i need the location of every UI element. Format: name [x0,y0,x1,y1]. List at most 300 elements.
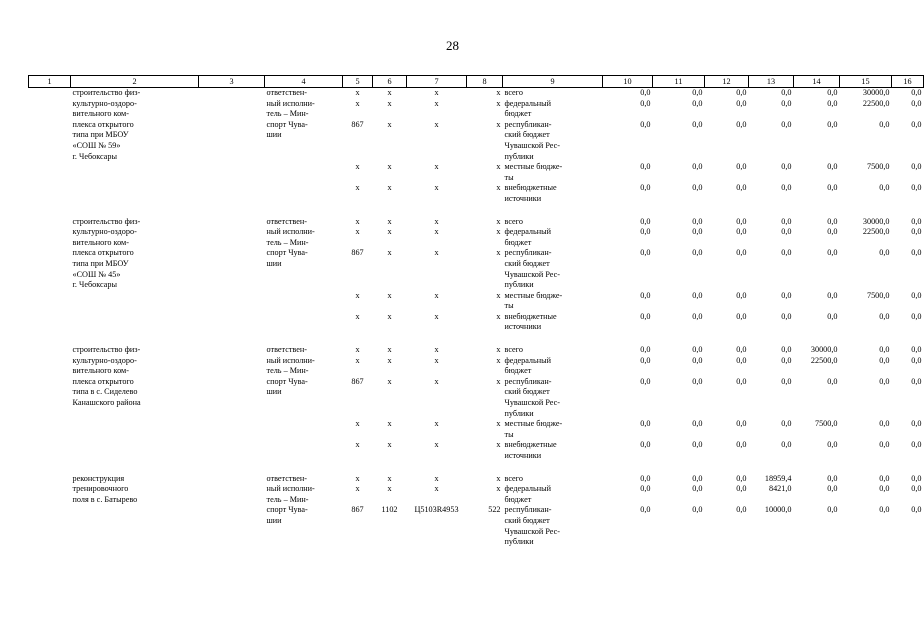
section-code: x [387,216,392,226]
cell-col-1 [29,88,71,205]
section-code: x [387,88,392,97]
expense-type-code: x [496,345,501,355]
text-line: всего [504,473,523,483]
amount-cell: 0,0 [692,473,703,483]
text-line: спорт Чува- [266,119,308,129]
amount-cell: 0,0 [640,183,651,193]
text-line: бюджет [504,109,532,119]
text-line: ский бюджет [504,515,550,525]
text-line: всего [504,216,523,226]
amount-cell: 0,0 [640,440,651,450]
amount-cell: 0,0 [781,227,792,237]
text-line: типа при МБОУ [72,258,129,268]
target-article-code: x [434,484,439,494]
text-line: ный исполни- [266,98,315,108]
text-line: местные бюдже- [504,419,563,429]
text-line: плекса открытого [72,119,134,129]
amount-cell: 0,0 [692,248,703,258]
amount-cell: 0,0 [640,345,651,355]
amount-cell: 0,0 [736,484,747,494]
expense-type-code: x [496,355,501,365]
table-row [29,345,924,356]
amount-cell: 0,0 [827,248,838,258]
section-code: x [387,345,392,355]
amount-cell: 0,0 [911,345,922,355]
section-code: x [387,376,392,386]
text-line: тель – Мин- [266,109,309,119]
expense-type-code: x [496,248,501,258]
amount-cell: 0,0 [736,290,747,300]
col-header: 2 [71,76,199,88]
amount-cell: 0,0 [911,440,922,450]
event-title [71,88,199,205]
amount-cell: 0,0 [827,227,838,237]
amount-cell: 0,0 [911,248,922,258]
amount-cell: 22500,0 [862,227,890,237]
expense-type-code: x [496,484,501,494]
text-line: Канашского района [72,398,141,408]
event-title [71,217,199,334]
text-line: строительство физ- [72,345,141,355]
target-article-code: x [434,473,439,483]
text-line: строительство физ- [72,216,141,226]
col-header: 5 [343,76,373,88]
grbs-code: x [355,345,360,355]
amount-cell: 0,0 [911,98,922,108]
funding-source [503,248,603,290]
amount-cell: 0,0 [692,419,703,429]
amount-cell: 0,0 [827,162,838,172]
text-line: «СОШ № 45» [72,269,121,279]
amount-cell: 0,0 [827,290,838,300]
page-number: 28 [446,38,459,53]
col-header: 16 [892,76,924,88]
amount-cell: 0,0 [781,290,792,300]
text-line: республикан- [504,119,552,129]
expense-type-code: x [496,227,501,237]
expense-type-code: x [496,216,501,226]
funding-source [503,183,603,204]
executor [265,217,343,334]
text-line: источники [504,322,542,332]
text-line: республикан- [504,505,552,515]
amount-cell: 0,0 [781,88,792,97]
amount-cell: 0,0 [640,505,651,515]
text-line: внебюджетные [504,311,557,321]
amount-cell: 0,0 [879,376,890,386]
text-line: шии [266,258,282,268]
expense-type-code: x [496,419,501,429]
text-line: г. Чебоксары [72,280,117,290]
amount-cell: 0,0 [879,119,890,129]
amount-cell: 0,0 [736,162,747,172]
amount-cell: 0,0 [736,216,747,226]
text-line: тель – Мин- [266,494,309,504]
col-header: 7 [407,76,467,88]
target-article-code: Ц5103R4953 [414,505,459,515]
amount-cell: 0,0 [736,98,747,108]
col-header: 15 [840,76,892,88]
section-code: x [387,440,392,450]
text-line: федеральный [504,484,552,494]
amount-cell: 0,0 [911,376,922,386]
target-article-code: x [434,227,439,237]
amount-cell: 0,0 [640,473,651,483]
text-line: шии [266,515,282,525]
amount-cell: 0,0 [640,419,651,429]
amount-cell: 0,0 [692,376,703,386]
grbs-code: 867 [351,248,364,258]
amount-cell: 0,0 [781,216,792,226]
amount-cell: 0,0 [736,440,747,450]
col-header: 9 [503,76,603,88]
executor [265,345,343,462]
text-line: местные бюдже- [504,162,563,172]
amount-cell: 0,0 [911,473,922,483]
text-line: Чувашской Рес- [504,140,560,150]
amount-cell: 30000,0 [862,216,890,226]
text-line: федеральный [504,98,552,108]
table-row [29,474,924,485]
text-line: публики [504,537,534,547]
target-article-code: x [434,248,439,258]
amount-cell: 0,0 [911,311,922,321]
col-header: 10 [603,76,653,88]
text-line: культурно-оздоро- [72,355,137,365]
funding-source [503,377,603,419]
cell-col-1 [29,217,71,334]
amount-cell: 0,0 [879,473,890,483]
section-code: x [387,484,392,494]
amount-cell: 0,0 [911,290,922,300]
grbs-code: x [355,162,360,172]
funding-source [503,505,603,547]
amount-cell: 0,0 [911,119,922,129]
budget-table [28,75,924,548]
text-line: республикан- [504,248,552,258]
text-line: типа при МБОУ [72,130,129,140]
amount-cell: 18959,4 [764,473,792,483]
amount-cell: 0,0 [879,311,890,321]
funding-source [503,484,603,505]
amount-cell: 30000,0 [810,345,838,355]
amount-cell: 0,0 [827,119,838,129]
amount-cell: 7500,0 [866,162,890,172]
text-line: «СОШ № 59» [72,140,121,150]
table-body [29,76,924,548]
amount-cell: 0,0 [692,119,703,129]
amount-cell: 0,0 [692,216,703,226]
cell-col-3 [199,474,265,548]
amount-cell: 0,0 [640,355,651,365]
expense-type-code: x [496,473,501,483]
expense-type-code: x [496,311,501,321]
section-code: x [387,355,392,365]
text-line: республикан- [504,376,552,386]
funding-source [503,227,603,248]
text-line: Чувашской Рес- [504,526,560,536]
amount-cell: 0,0 [879,248,890,258]
cell-col-3 [199,217,265,334]
grbs-code: x [355,98,360,108]
text-line: строительство физ- [72,88,141,97]
amount-cell: 0,0 [911,88,922,97]
amount-cell: 0,0 [911,162,922,172]
amount-cell: 0,0 [736,345,747,355]
amount-cell: 0,0 [640,290,651,300]
amount-cell: 0,0 [827,183,838,193]
target-article-code: x [434,376,439,386]
text-line: ответствен- [266,345,307,355]
cell-col-3 [199,88,265,205]
text-line: ответствен- [266,216,307,226]
section-code: x [387,162,392,172]
text-line: культурно-оздоро- [72,227,137,237]
amount-cell: 7500,0 [866,290,890,300]
text-line: бюджет [504,237,532,247]
amount-cell: 7500,0 [814,419,838,429]
grbs-code: x [355,473,360,483]
col-header: 11 [653,76,705,88]
text-line: местные бюдже- [504,290,563,300]
amount-cell: 0,0 [827,88,838,97]
funding-source [503,99,603,120]
section-code: x [387,98,392,108]
text-line: шии [266,130,282,140]
funding-source [503,312,603,333]
amount-cell: 0,0 [692,183,703,193]
grbs-code: 867 [351,505,364,515]
expense-type-code: x [496,98,501,108]
text-line: плекса открытого [72,376,134,386]
col-header: 12 [705,76,749,88]
text-line: всего [504,88,523,97]
amount-cell: 0,0 [640,227,651,237]
amount-cell: 0,0 [781,98,792,108]
table-row [29,88,924,99]
amount-cell: 0,0 [736,505,747,515]
target-article-code: x [434,345,439,355]
funding-source [503,356,603,377]
amount-cell: 0,0 [911,216,922,226]
amount-cell: 0,0 [640,376,651,386]
cell-col-1 [29,474,71,548]
col-header: 4 [265,76,343,88]
amount-cell: 0,0 [736,88,747,97]
amount-cell: 0,0 [781,183,792,193]
target-article-code: x [434,98,439,108]
block-spacer [29,333,924,345]
text-line: всего [504,345,523,355]
amount-cell: 0,0 [879,484,890,494]
section-code: x [387,311,392,321]
target-article-code: x [434,88,439,97]
amount-cell: 0,0 [736,376,747,386]
amount-cell: 0,0 [640,216,651,226]
amount-cell: 0,0 [879,355,890,365]
amount-cell: 0,0 [692,162,703,172]
text-line: тренировочного [72,484,129,494]
grbs-code: x [355,216,360,226]
amount-cell: 0,0 [911,227,922,237]
block-spacer [29,462,924,474]
target-article-code: x [434,162,439,172]
executor [265,88,343,205]
text-line: публики [504,408,534,418]
text-line: публики [504,151,534,161]
col-header: 1 [29,76,71,88]
funding-source [503,345,603,356]
amount-cell: 0,0 [692,311,703,321]
text-line: ты [504,429,514,439]
expense-type-code: x [496,440,501,450]
amount-cell: 0,0 [736,311,747,321]
amount-cell: 0,0 [911,505,922,515]
text-line: поля в с. Батырево [72,494,138,504]
text-line: тель – Мин- [266,237,309,247]
text-line: вительного ком- [72,366,129,376]
amount-cell: 0,0 [640,248,651,258]
amount-cell: 0,0 [692,227,703,237]
amount-cell: 0,0 [781,248,792,258]
text-line: вительного ком- [72,109,129,119]
col-header: 14 [794,76,840,88]
text-line: спорт Чува- [266,376,308,386]
grbs-code: x [355,419,360,429]
amount-cell: 0,0 [640,484,651,494]
text-line: ский бюджет [504,258,550,268]
block-spacer [29,205,924,217]
amount-cell: 0,0 [827,473,838,483]
grbs-code: x [355,183,360,193]
text-line: типа в с. Сиделево [72,387,138,397]
amount-cell: 10000,0 [764,505,792,515]
amount-cell: 0,0 [781,376,792,386]
grbs-code: x [355,440,360,450]
amount-cell: 0,0 [640,311,651,321]
target-article-code: x [434,311,439,321]
expense-type-code: x [496,162,501,172]
event-title [71,474,199,548]
amount-cell: 0,0 [911,419,922,429]
section-code: 1102 [381,505,398,515]
text-line: ты [504,172,514,182]
funding-source [503,162,603,183]
grbs-code: x [355,88,360,97]
amount-cell: 0,0 [911,484,922,494]
amount-cell: 0,0 [640,98,651,108]
section-code: x [387,290,392,300]
amount-cell: 0,0 [781,311,792,321]
text-line: вительного ком- [72,237,129,247]
grbs-code: x [355,484,360,494]
text-line: ответствен- [266,88,307,97]
text-line: плекса открытого [72,248,134,258]
amount-cell: 0,0 [781,345,792,355]
section-code: x [387,248,392,258]
amount-cell: 0,0 [827,440,838,450]
grbs-code: x [355,290,360,300]
amount-cell: 0,0 [879,345,890,355]
section-code: x [387,227,392,237]
amount-cell: 0,0 [827,505,838,515]
expense-type-code: 522 [488,505,501,515]
amount-cell: 30000,0 [862,88,890,97]
amount-cell: 0,0 [692,98,703,108]
col-header: 6 [373,76,407,88]
amount-cell: 22500,0 [862,98,890,108]
amount-cell: 0,0 [736,419,747,429]
text-line: тель – Мин- [266,366,309,376]
executor [265,474,343,548]
amount-cell: 0,0 [879,505,890,515]
amount-cell: 0,0 [879,183,890,193]
text-line: спорт Чува- [266,248,308,258]
text-line: публики [504,280,534,290]
expense-type-code: x [496,376,501,386]
amount-cell: 0,0 [736,227,747,237]
text-line: внебюджетные [504,440,557,450]
text-line: Чувашской Рес- [504,269,560,279]
funding-source [503,291,603,312]
grbs-code: 867 [351,376,364,386]
amount-cell: 22500,0 [810,355,838,365]
amount-cell: 0,0 [781,419,792,429]
table-row [29,217,924,228]
target-article-code: x [434,216,439,226]
expense-type-code: x [496,290,501,300]
amount-cell: 0,0 [692,440,703,450]
amount-cell: 0,0 [692,484,703,494]
column-header-row [29,76,924,88]
funding-source [503,120,603,162]
expense-type-code: x [496,183,501,193]
amount-cell: 0,0 [736,355,747,365]
amount-cell: 0,0 [781,440,792,450]
text-line: ный исполни- [266,227,315,237]
target-article-code: x [434,290,439,300]
amount-cell: 0,0 [736,473,747,483]
expense-type-code: x [496,119,501,129]
text-line: ский бюджет [504,387,550,397]
grbs-code: x [355,355,360,365]
cell-col-1 [29,345,71,462]
text-line: ный исполни- [266,484,315,494]
text-line: Чувашской Рес- [504,398,560,408]
amount-cell: 0,0 [692,355,703,365]
text-line: бюджет [504,366,532,376]
amount-cell: 0,0 [640,119,651,129]
text-line: ный исполни- [266,355,315,365]
text-line: внебюджетные [504,183,557,193]
section-code: x [387,119,392,129]
section-code: x [387,473,392,483]
amount-cell: 0,0 [692,290,703,300]
cell-col-3 [199,345,265,462]
col-header: 13 [749,76,794,88]
amount-cell: 0,0 [692,345,703,355]
amount-cell: 0,0 [736,119,747,129]
text-line: федеральный [504,227,552,237]
amount-cell: 0,0 [911,183,922,193]
amount-cell: 0,0 [736,183,747,193]
event-title [71,345,199,462]
text-line: реконструкция [72,473,125,483]
amount-cell: 0,0 [827,98,838,108]
target-article-code: x [434,440,439,450]
amount-cell: 0,0 [781,119,792,129]
funding-source [503,419,603,440]
